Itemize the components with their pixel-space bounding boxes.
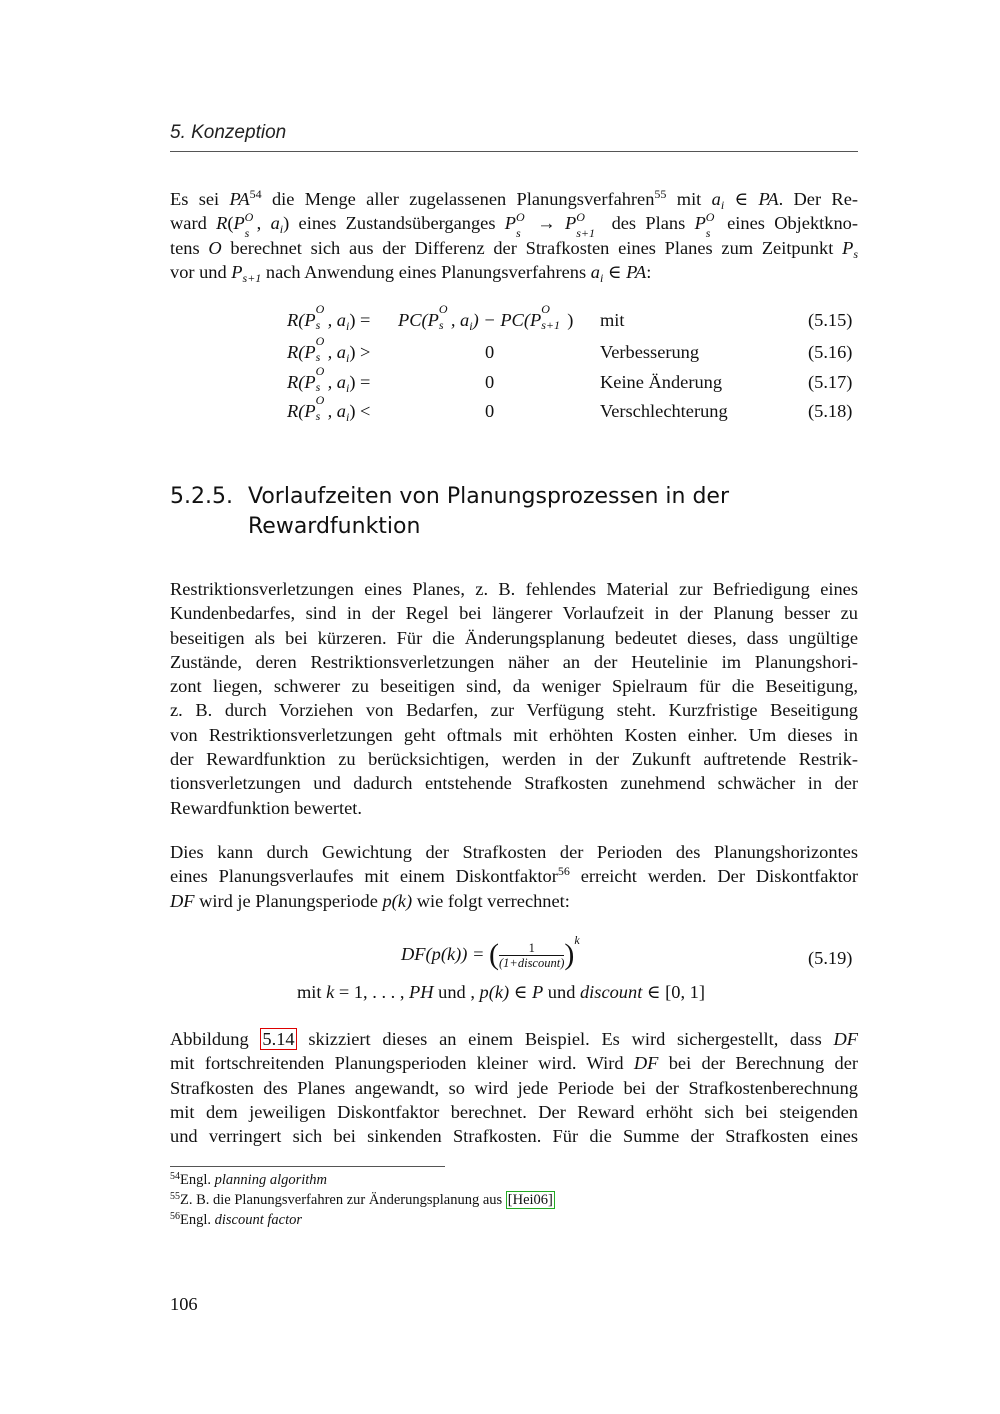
text-line: Rewardfunktion bewertet. — [170, 797, 363, 818]
footnote-54: $^{54}$Engl. planning algorithm — [170, 1171, 328, 1188]
equation-5-19-condition: mit k = 1, . . . , PH und , p(k) ∈ P und discount ∈ [0, 1] — [297, 982, 705, 1002]
text-line: eines Planungsverlaufes mit einem Diskontfaktor$^{56}$ erreicht werden. Der Diskontfaktor — [170, 864, 859, 887]
text-line: beseitigen als bei kürzeren. Für die Änderungsplanung bedeutet dieses, dass ungültige — [170, 627, 858, 648]
text-line: und verringert sich bei sinkenden Strafkosten. Für die Summe der Strafkosten eines — [170, 1126, 858, 1147]
text-line: Dies kann durch Gewichtung der Strafkosten der Perioden des Planungshorizontes — [170, 842, 858, 862]
equation-5-15-rhs: PC(P O s , $a_i) - PC(P$ O s+1 ) — [398, 302, 574, 333]
intro-paragraph — [170, 187, 858, 284]
text-line: von Restriktionsverletzungen geht oftmals mit erhöhten Kosten einher. Um dieses in — [170, 724, 858, 745]
citation-link[interactable]: [Hei06] — [507, 1192, 553, 1208]
text-line: Zustände, deren Restriktionsverletzungen näher an der Heutelinie im Planungshori- — [170, 651, 858, 672]
text-line: der Rewardfunktion zu berücksichtigen, werden in der Zukunft auftretende Restrik- — [170, 749, 858, 770]
equation-number-5-19: (5.19) — [808, 948, 853, 968]
paragraph-abbildung — [170, 1027, 858, 1148]
equation-number-5-15: (5.15) — [808, 310, 853, 330]
page-number: 106 — [170, 1294, 198, 1314]
text-line: mit dem jeweiligen Diskontfaktor berechnet. Der Reward erhöht sich bei steigenden — [170, 1101, 858, 1122]
section-number: 5.2.5. — [170, 484, 233, 509]
footnote-55: $^{55}$Z. B. die Planungsverfahren zur Änderungsplanung aus [Hei06] — [170, 1191, 553, 1208]
equation-5-16-note: Verbesserung — [600, 342, 700, 362]
text-line: DF wird je Planungsperiode p(k) wie folgt verrechnet: — [170, 890, 570, 911]
equation-number-5-16: (5.16) — [808, 342, 853, 362]
section-title: Vorlaufzeiten von Planungsprozessen in der Rewardfunktion — [248, 484, 730, 539]
equation-5-17: R(P O s , $a_i$) = — [287, 364, 371, 395]
figure-reference-link[interactable]: 5.14 — [262, 1029, 295, 1049]
footnote-ref-56[interactable]: 56 — [557, 864, 570, 879]
text-line: Strafkosten des Planes angewandt, so wird jede Periode bei der Strafkostenberechnung — [170, 1077, 858, 1098]
equation-5-17-rhs: 0 — [485, 372, 495, 392]
text-line: mit fortschreitenden Planungsperioden kleiner wird. Wird DF bei der Berechnung der — [170, 1053, 858, 1074]
equation-number-5-18: (5.18) — [808, 401, 853, 421]
equation-5-18-note: Verschlechterung — [600, 401, 728, 421]
equation-number-5-17: (5.17) — [808, 372, 853, 392]
text-line: Kundenbedarfes, sind in der Regel bei längerer Vorlaufzeit in der Planung besser zu — [170, 603, 858, 624]
equation-5-18: R(P O s , $a_i$) < — [287, 393, 371, 424]
equation-5-17-note: Keine Änderung — [600, 372, 723, 392]
text-line: tionsverletzungen und dadurch entstehende Strafkosten zunehmend schwächer in der — [170, 773, 858, 794]
intro-line-2: ward R(P O s , $a_i$) eines Zustandsüberganges P O s → P O s+1 des Plans P O s eines Objektkno- — [170, 210, 858, 241]
footnote-56: $^{56}$Engl. discount factor — [170, 1211, 303, 1228]
text-line: Restriktionsverletzungen eines Planes, z. B. fehlendes Material zur Befriedigung eines — [170, 579, 858, 599]
text-line: Abbildung 5.14 skizziert dieses an einem Beispiel. Es wird sichergestellt, dass DF — [170, 1029, 858, 1049]
footnote-ref-55[interactable]: 55 — [654, 187, 667, 201]
paragraph-diskontfaktor — [170, 840, 858, 913]
equation-5-16-rhs: 0 — [485, 342, 495, 362]
paragraph-restriktionen — [170, 577, 858, 820]
footnote-rule — [170, 1166, 445, 1167]
equation-5-15: R(P O s , $a_i$) = — [287, 302, 371, 333]
intro-line-1: Es sei PA$^{54}$ die Menge aller zugelassenen Planungsverfahren$^{55}$ mit $a_i$ ∈ PA. Der Re- — [170, 187, 858, 212]
text-line: z. B. durch Vorziehen von Bedarfen, zur Verfügung steht. Kurzfristige Beseitigung — [170, 700, 858, 721]
intro-line-3: tens O berechnet sich aus der Differenz der Strafkosten eines Planes zum Zeitpunkt $P_s$ — [170, 237, 858, 261]
intro-line-4: vor und $P_{s+1}$ nach Anwendung eines Planungsverfahrens $a_i$ ∈ PA: — [170, 261, 652, 285]
equation-5-16: R(P O s , $a_i$) > — [287, 334, 371, 365]
running-header: 5. Konzeption — [170, 122, 287, 143]
equation-5-18-rhs: 0 — [485, 401, 495, 421]
header-rule — [170, 151, 858, 152]
equation-5-19: DF(p(k)) = ( $\frac{1}{\text{(1+discount)}}$ )$^k$ — [401, 933, 580, 971]
footnote-ref-54[interactable]: 54 — [249, 187, 262, 201]
equation-5-15-note: mit — [600, 310, 625, 330]
text-line: zont liegen, schwerer zu beseitigen sind, da weniger Spielraum für die Beseitigung, — [170, 676, 858, 697]
